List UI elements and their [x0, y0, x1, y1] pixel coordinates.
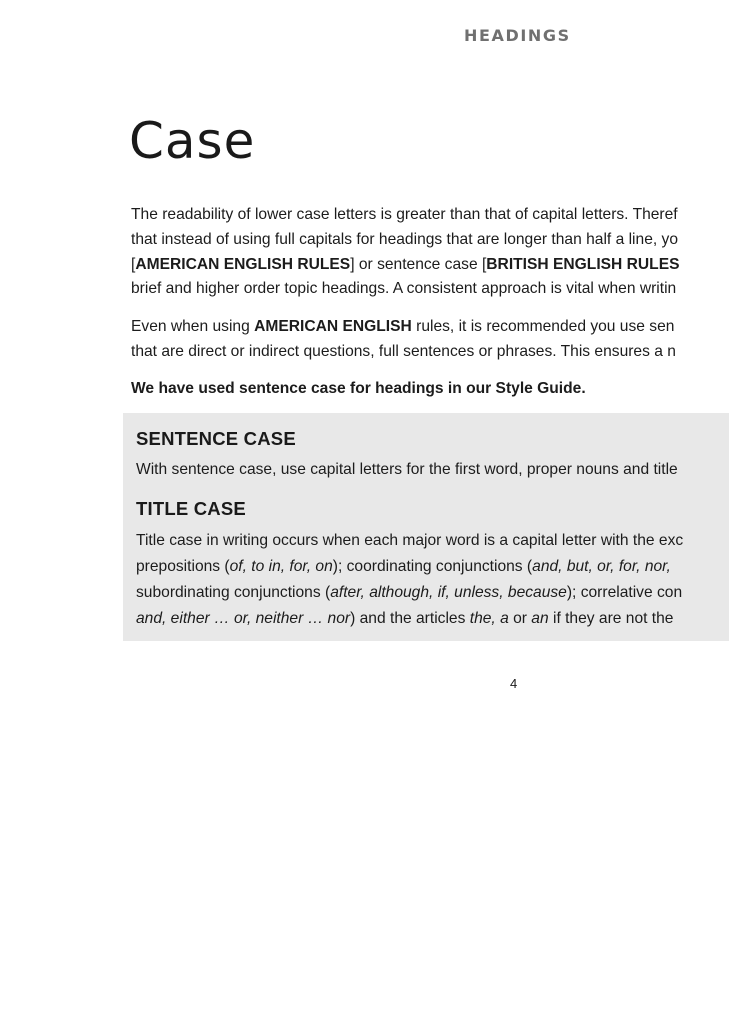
- sentence-case-text: With sentence case, use capital letters for the first word, proper nouns and title: [136, 461, 678, 478]
- italic-examples: and, but, or, for, nor,: [532, 558, 671, 575]
- italic-examples: and, either … or, neither … nor: [136, 610, 351, 627]
- title-case-text: [136, 528, 683, 632]
- title-case-heading: TITLE CASE: [136, 498, 246, 519]
- intro-line: that instead of using full capitals for headings that are longer than half a line, yo: [131, 230, 678, 248]
- american-line: [131, 315, 729, 340]
- style-guide-note: We have used sentence case for headings in our Style Guide.: [131, 380, 586, 397]
- case-callout-box: [123, 413, 729, 641]
- emphasis-american-rules: AMERICAN ENGLISH RULES: [135, 255, 351, 273]
- text-fragment: ] or sentence case [: [350, 255, 487, 273]
- intro-line: The readability of lower case letters is greater than that of capital letters. Theref: [131, 206, 678, 223]
- page-number: 4: [510, 676, 518, 691]
- title-case-line: [136, 554, 683, 580]
- italic-examples: after, although, if, unless, because: [330, 584, 567, 601]
- text-fragment: [: [131, 255, 136, 273]
- emphasis-british-rules: BRITISH ENGLISH RULES: [486, 255, 680, 273]
- title-case-line: Title case in writing occurs when each major word is a capital letter with the exc: [136, 532, 684, 549]
- italic-examples: of, to in, for, on: [229, 558, 333, 575]
- intro-paragraph: [131, 203, 729, 302]
- title-case-line: [136, 580, 683, 606]
- american-line: that are direct or indirect questions, full sentences or phrases. This ensures a n: [131, 342, 676, 360]
- sentence-case-heading: SENTENCE CASE: [136, 428, 296, 449]
- text-fragment: ); correlative con: [566, 584, 683, 601]
- text-fragment: ) and the articles: [350, 610, 470, 627]
- intro-line: [131, 253, 729, 278]
- american-paragraph: [131, 315, 729, 365]
- text-fragment: if they are not the: [548, 610, 674, 627]
- italic-examples: an: [531, 610, 549, 627]
- text-fragment: subordinating conjunctions (: [136, 584, 331, 601]
- text-fragment: rules, it is recommended you use sen: [411, 318, 675, 335]
- title-case-line: [136, 606, 683, 632]
- intro-line: brief and higher order topic headings. A consistent approach is vital when writin: [131, 280, 677, 298]
- text-fragment: Even when using: [131, 318, 255, 335]
- text-fragment: prepositions (: [136, 558, 230, 575]
- italic-examples: the, a: [469, 610, 509, 627]
- page-title: Case: [129, 112, 256, 170]
- text-fragment: or: [508, 610, 532, 627]
- text-fragment: ); coordinating conjunctions (: [332, 558, 533, 575]
- running-header: HEADINGS: [464, 26, 571, 45]
- emphasis-american-english: AMERICAN ENGLISH: [254, 318, 412, 335]
